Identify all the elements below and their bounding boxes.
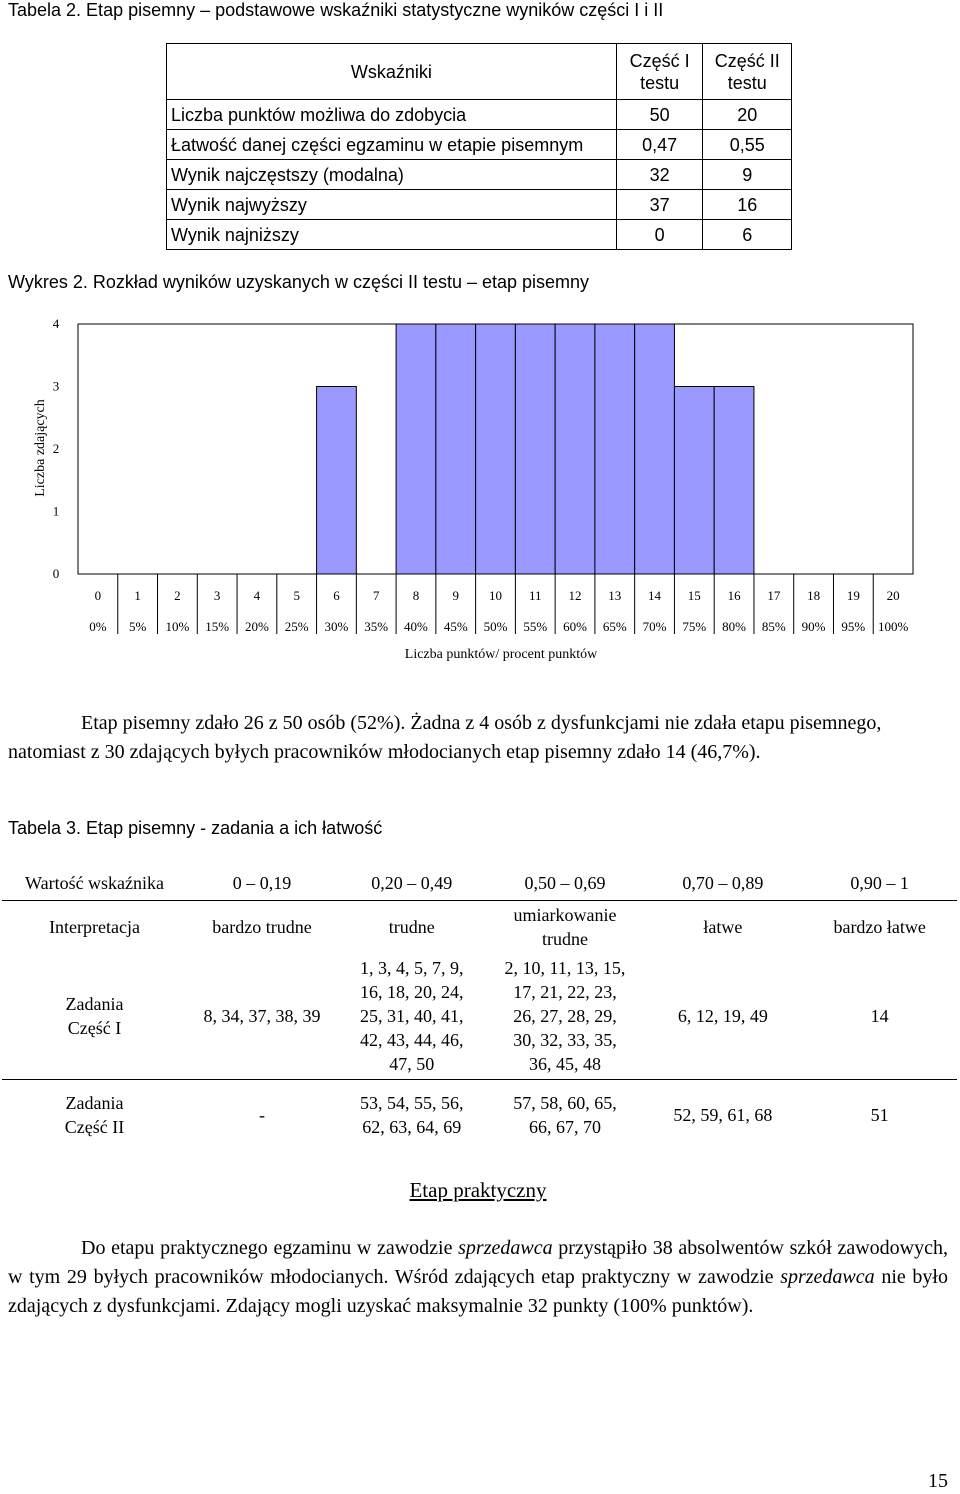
table3-part1-cell: 14: [802, 953, 957, 1079]
table2-caption: Tabela 2. Etap pisemny – podstawowe wskaźniki statystyczne wyników części I i II: [8, 0, 664, 20]
table2-header-row: [167, 44, 792, 100]
table-row: [167, 220, 792, 250]
table3-header-cell: 0 – 0,19: [187, 866, 337, 901]
x-tick-label: 19: [846, 588, 860, 603]
table2-header-part1-line1: Część I: [629, 50, 690, 71]
summary-paragraph: Etap pisemny zdało 26 z 50 osób (52%). Żadna z 4 osób z dysfunkcjami nie zdała etapu pisemnego, natomiast z 30 zdających byłych pracowników młodocianych etap pisemny zdało 14 (46,7%).: [8, 712, 882, 763]
table3-part2-label-line2: Część II: [64, 1117, 125, 1138]
bar: [396, 324, 436, 574]
paragraph-text: nie było zdających z dysfunkcjami. Zdający mogli uzyskać maksymalnie 32 punkty (100% punktów).: [8, 1266, 948, 1317]
table2-cell-part1: 0: [616, 220, 703, 250]
bar: [436, 324, 476, 574]
chart-y-axis-label: Liczba zdających: [33, 399, 48, 497]
x-tick-label: 9: [452, 588, 459, 603]
table2-cell-part2: 20: [703, 100, 792, 130]
x-tick-label: 0: [94, 588, 102, 603]
table3-interpretation-cell: bardzo trudne: [212, 917, 312, 937]
x-tick-label: 18: [807, 588, 821, 603]
x-percent-label: 80%: [722, 619, 746, 634]
table3-part2-cell: 57, 58, 60, 65, 66, 67, 70: [513, 1093, 617, 1138]
table3-part1-label-line2: Część I: [67, 1017, 122, 1038]
x-tick-label: 12: [568, 588, 582, 603]
bar: [714, 387, 754, 575]
x-tick-label: 6: [333, 588, 340, 603]
x-percent-label: 40%: [404, 619, 428, 634]
x-tick-label: 2: [174, 588, 181, 603]
table3-part1-label: [2, 953, 187, 1079]
table2: [166, 43, 792, 250]
table2-header-part1: [616, 44, 703, 100]
table3-interpretation-label: Interpretacja: [49, 917, 140, 937]
bar: [476, 324, 516, 574]
table2-cell-part2: 6: [703, 220, 792, 250]
table3-part1-label-line1: Zadania: [65, 993, 124, 1014]
x-tick-label: 1: [134, 588, 141, 603]
table2-cell-part1: 37: [616, 190, 703, 220]
x-tick-label: 5: [293, 588, 300, 603]
x-tick-label: 7: [372, 588, 380, 603]
table3-part2-cell: 52, 59, 61, 68: [673, 1105, 773, 1126]
y-tick-label: 4: [52, 316, 60, 331]
x-tick-label: 4: [253, 588, 261, 603]
table2-row-label: Liczba punktów możliwa do zdobycia: [167, 100, 617, 130]
table2-cell-part2: 9: [703, 160, 792, 190]
table3-part2-cell: -: [258, 1105, 265, 1126]
x-percent-label: 35%: [364, 619, 389, 634]
x-percent-label: 60%: [563, 619, 587, 634]
table3-interpretation-cell: łatwe: [703, 917, 743, 937]
table2-header-part2: [703, 44, 792, 100]
table2-cell-part2: 0,55: [703, 130, 792, 160]
table3-interpretation-cell: bardzo łatwe: [833, 917, 926, 937]
table3: [2, 866, 957, 1151]
table2-cell-part1: 0,47: [616, 130, 703, 160]
table2-cell-part1: 32: [616, 160, 703, 190]
table2-cell-part1: 50: [616, 100, 703, 130]
table3-part2-row: [2, 1079, 957, 1151]
practical-stage-heading: Etap praktyczny: [409, 1178, 547, 1202]
x-percent-label: 30%: [324, 619, 349, 634]
table2-header-indicator: Wskaźniki: [167, 44, 617, 100]
x-tick-label: 17: [767, 588, 781, 603]
table-row: [167, 100, 792, 130]
profession-name: sprzedawca: [458, 1237, 553, 1259]
table3-part1-cell: 1, 3, 4, 5, 7, 9, 16, 18, 20, 24, 25, 31, 40, 41, 42, 43, 44, 46, 47, 50: [337, 953, 487, 1079]
x-percent-label: 0%: [89, 619, 107, 634]
x-percent-label: 5%: [128, 619, 147, 634]
x-tick-label: 16: [727, 588, 741, 603]
x-tick-label: 13: [608, 588, 622, 603]
x-percent-label: 10%: [165, 619, 190, 634]
x-tick-label: 11: [528, 588, 542, 603]
y-tick-label: 3: [52, 378, 60, 394]
table3-part2-cell: 53, 54, 55, 56, 62, 63, 64, 69: [359, 1093, 464, 1138]
table3-part2-label-line1: Zadania: [65, 1093, 124, 1114]
table2-header-part2-line2: testu: [727, 72, 767, 93]
x-percent-label: 45%: [443, 619, 468, 634]
bar: [595, 324, 635, 574]
table2-header-part2-line1: Część II: [714, 50, 780, 71]
x-percent-label: 25%: [284, 619, 309, 634]
x-tick-label: 10: [489, 588, 502, 603]
x-percent-label: 65%: [602, 619, 627, 634]
profession-name: sprzedawca: [780, 1266, 875, 1288]
table3-part1-row: [2, 953, 957, 1079]
x-percent-label: 50%: [483, 619, 508, 634]
table3-interpretation-cell: trudne: [388, 917, 435, 937]
page-number: 15: [928, 1470, 948, 1492]
table3-header-cell: 0,90 – 1: [802, 866, 957, 901]
table3-header-cell: Wartość wskaźnika: [2, 866, 187, 901]
x-tick-label: 20: [886, 588, 900, 603]
y-tick-label: 0: [52, 566, 60, 581]
x-tick-label: 14: [648, 588, 662, 603]
table3-header-cell: 0,50 – 0,69: [487, 866, 644, 901]
score-distribution-chart: [0, 300, 960, 680]
table-row: [167, 190, 792, 220]
table3-header-row: [2, 866, 957, 901]
bar: [674, 387, 714, 575]
table2-cell-part2: 16: [703, 190, 792, 220]
bar: [515, 324, 555, 574]
table3-interpretation-cell: umiarkowanie trudne: [513, 905, 617, 949]
x-percent-label: 75%: [682, 619, 707, 634]
table3-part2-label: [2, 1079, 187, 1151]
table3-header-cell: 0,70 – 0,89: [643, 866, 802, 901]
y-tick-label: 2: [52, 441, 60, 456]
table2-row-label: Wynik najniższy: [167, 220, 617, 250]
bar: [555, 324, 595, 574]
x-percent-label: 20%: [245, 619, 269, 634]
x-percent-label: 15%: [205, 619, 230, 634]
x-percent-label: 100%: [877, 619, 909, 634]
chart-x-axis-label: Liczba punktów/ procent punktów: [404, 647, 598, 662]
x-tick-label: 3: [213, 588, 221, 603]
table2-row-label: Wynik najczęstszy (modalna): [167, 160, 617, 190]
table2-row-label: Łatwość danej części egzaminu w etapie pisemnym: [167, 130, 617, 160]
x-tick-label: 8: [412, 588, 420, 603]
paragraph-text: przystąpiło 38 absolwentów szkół zawodowych, w tym 29 byłych pracowników młodocianych. Wśród zdających etap praktyczny w zawodzie: [8, 1237, 948, 1288]
x-tick-label: 15: [687, 588, 701, 603]
table3-interpretation-row: [2, 901, 957, 954]
chart-caption: Wykres 2. Rozkład wyników uzyskanych w części II testu – etap pisemny: [8, 272, 590, 292]
table-row: [167, 160, 792, 190]
y-tick-label: 1: [52, 503, 60, 519]
bar: [635, 324, 675, 574]
table3-part1-cell: 8, 34, 37, 38, 39: [187, 953, 337, 1079]
table-row: [167, 130, 792, 160]
table2-header-part1-line2: testu: [640, 72, 680, 93]
practical-stage-paragraph: [8, 1234, 948, 1321]
x-percent-label: 85%: [761, 619, 786, 634]
x-percent-label: 95%: [841, 619, 866, 634]
x-percent-label: 90%: [801, 619, 826, 634]
table3-header-cell: 0,20 – 0,49: [337, 866, 487, 901]
bar: [317, 387, 357, 575]
x-percent-label: 55%: [523, 619, 548, 634]
paragraph-text: Do etapu praktycznego egzaminu w zawodzie: [81, 1237, 459, 1259]
x-percent-label: 70%: [642, 619, 667, 634]
table3-part1-cell: 6, 12, 19, 49: [643, 953, 802, 1079]
table2-row-label: Wynik najwyższy: [167, 190, 617, 220]
table3-part1-cell: 2, 10, 11, 13, 15, 17, 21, 22, 23, 26, 27, 28, 29, 30, 32, 33, 35, 36, 45, 48: [487, 953, 644, 1079]
table3-caption: Tabela 3. Etap pisemny - zadania a ich łatwość: [8, 818, 383, 838]
table3-part2-cell: 51: [870, 1105, 889, 1126]
